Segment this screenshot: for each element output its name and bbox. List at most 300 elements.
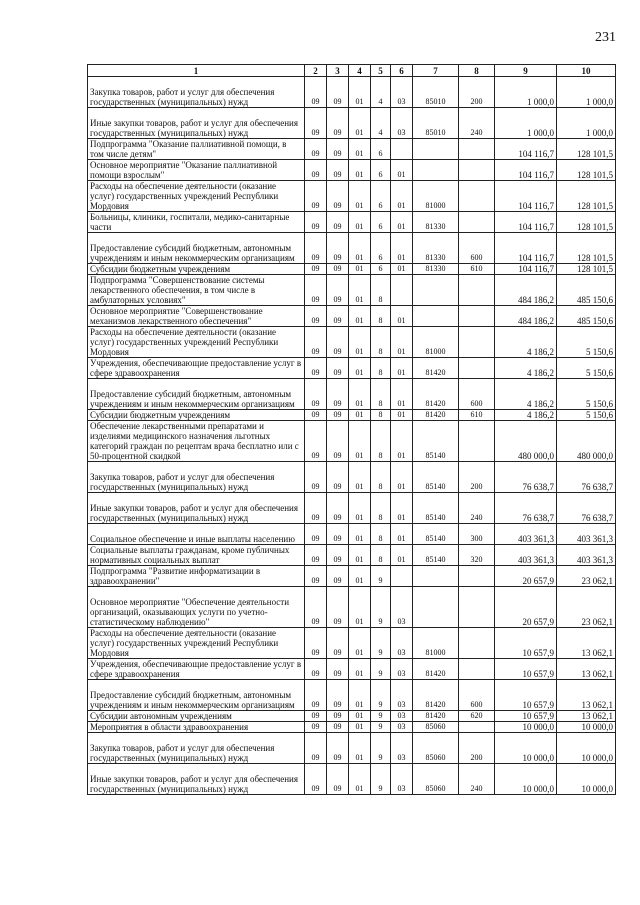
- section-code-cell: 09: [327, 711, 349, 722]
- amount-year2-cell: 13 062,1: [557, 711, 616, 722]
- activity-code-cell: 03: [391, 711, 413, 722]
- subsection-code-cell: 01: [349, 160, 371, 181]
- table-row: [88, 462, 616, 493]
- amount-year1-cell: 20 657,9: [495, 566, 557, 587]
- row-name-cell: Расходы на обеспечение деятельности (оказание услуг) государственных учреждений Республики Мордовия: [88, 628, 305, 659]
- section-code-cell: 09: [327, 358, 349, 379]
- subprogram-code-cell: 6: [371, 181, 391, 212]
- activity-code-cell: 01: [391, 358, 413, 379]
- amount-year1-cell: 403 361,3: [495, 545, 557, 566]
- program-code-cell: 09: [305, 327, 327, 358]
- row-name-cell: Предоставление субсидий бюджетным, автономным учреждениям и иным некоммерческим организациям: [88, 233, 305, 264]
- direction-code-cell: 81420: [413, 659, 459, 680]
- subprogram-code-cell: 8: [371, 493, 391, 524]
- direction-code-cell: [413, 566, 459, 587]
- program-code-cell: 09: [305, 421, 327, 462]
- amount-year1-cell: 10 657,9: [495, 711, 557, 722]
- expense-type-cell: 240: [459, 764, 495, 795]
- table-row: [88, 493, 616, 524]
- amount-year2-cell: 128 101,5: [557, 233, 616, 264]
- program-code-cell: 09: [305, 358, 327, 379]
- amount-year1-cell: 104 116,7: [495, 264, 557, 275]
- direction-code-cell: 85010: [413, 77, 459, 108]
- amount-year2-cell: 128 101,5: [557, 160, 616, 181]
- program-code-cell: 09: [305, 680, 327, 711]
- subprogram-code-cell: 6: [371, 160, 391, 181]
- expense-type-cell: 200: [459, 733, 495, 764]
- column-header-10: 10: [557, 65, 616, 77]
- amount-year2-cell: 128 101,5: [557, 139, 616, 160]
- section-code-cell: 09: [327, 421, 349, 462]
- expense-type-cell: 600: [459, 379, 495, 410]
- subprogram-code-cell: 6: [371, 212, 391, 233]
- direction-code-cell: 81000: [413, 327, 459, 358]
- table-row: [88, 566, 616, 587]
- row-name-cell: Мероприятия в области здравоохранения: [88, 722, 305, 733]
- subprogram-code-cell: 4: [371, 108, 391, 139]
- expense-type-cell: [459, 139, 495, 160]
- subsection-code-cell: 01: [349, 212, 371, 233]
- amount-year2-cell: 13 062,1: [557, 628, 616, 659]
- amount-year2-cell: 5 150,6: [557, 379, 616, 410]
- expense-type-cell: [459, 358, 495, 379]
- subprogram-code-cell: 8: [371, 275, 391, 306]
- program-code-cell: 09: [305, 462, 327, 493]
- table-row: [88, 275, 616, 306]
- subprogram-code-cell: 8: [371, 524, 391, 545]
- section-code-cell: 09: [327, 659, 349, 680]
- amount-year1-cell: 4 186,2: [495, 410, 557, 421]
- amount-year2-cell: 13 062,1: [557, 680, 616, 711]
- activity-code-cell: 01: [391, 264, 413, 275]
- subsection-code-cell: 01: [349, 108, 371, 139]
- subsection-code-cell: 01: [349, 421, 371, 462]
- table-row: [88, 410, 616, 421]
- direction-code-cell: 85060: [413, 722, 459, 733]
- row-name-cell: Основное мероприятие "Обеспечение деятельности организаций, оказывающих услуги по учетно-статистическому наблюдению": [88, 587, 305, 628]
- amount-year2-cell: 5 150,6: [557, 358, 616, 379]
- section-code-cell: 09: [327, 587, 349, 628]
- table-row: [88, 764, 616, 795]
- table-row: [88, 77, 616, 108]
- amount-year1-cell: 480 000,0: [495, 421, 557, 462]
- direction-code-cell: 81420: [413, 711, 459, 722]
- row-name-cell: Закупка товаров, работ и услуг для обеспечения государственных (муниципальных) нужд: [88, 733, 305, 764]
- column-header-2: 2: [305, 65, 327, 77]
- table-row: [88, 659, 616, 680]
- expense-type-cell: 300: [459, 524, 495, 545]
- direction-code-cell: [413, 587, 459, 628]
- expense-type-cell: 240: [459, 108, 495, 139]
- subsection-code-cell: 01: [349, 566, 371, 587]
- program-code-cell: 09: [305, 587, 327, 628]
- row-name-cell: Субсидии бюджетным учреждениям: [88, 410, 305, 421]
- direction-code-cell: 85140: [413, 545, 459, 566]
- section-code-cell: 09: [327, 493, 349, 524]
- amount-year2-cell: 10 000,0: [557, 722, 616, 733]
- subprogram-code-cell: 6: [371, 139, 391, 160]
- section-code-cell: 09: [327, 264, 349, 275]
- section-code-cell: 09: [327, 722, 349, 733]
- amount-year2-cell: 23 062,1: [557, 587, 616, 628]
- program-code-cell: 09: [305, 181, 327, 212]
- table-row: [88, 264, 616, 275]
- subprogram-code-cell: 9: [371, 733, 391, 764]
- direction-code-cell: 81000: [413, 628, 459, 659]
- table-row: [88, 233, 616, 264]
- amount-year2-cell: 5 150,6: [557, 410, 616, 421]
- amount-year2-cell: 10 000,0: [557, 733, 616, 764]
- row-name-cell: Больницы, клиники, госпитали, медико-санитарные части: [88, 212, 305, 233]
- program-code-cell: 09: [305, 628, 327, 659]
- expense-type-cell: 200: [459, 77, 495, 108]
- column-header-6: 6: [391, 65, 413, 77]
- subsection-code-cell: 01: [349, 275, 371, 306]
- program-code-cell: 09: [305, 733, 327, 764]
- row-name-cell: Предоставление субсидий бюджетным, автономным учреждениям и иным некоммерческим организациям: [88, 379, 305, 410]
- amount-year1-cell: 4 186,2: [495, 327, 557, 358]
- amount-year2-cell: 23 062,1: [557, 566, 616, 587]
- amount-year1-cell: 4 186,2: [495, 358, 557, 379]
- expense-type-cell: [459, 160, 495, 181]
- program-code-cell: 09: [305, 108, 327, 139]
- program-code-cell: 09: [305, 306, 327, 327]
- row-name-cell: Социальные выплаты гражданам, кроме публичных нормативных социальных выплат: [88, 545, 305, 566]
- table-row: [88, 379, 616, 410]
- subprogram-code-cell: 8: [371, 462, 391, 493]
- expense-type-cell: 610: [459, 410, 495, 421]
- row-name-cell: Закупка товаров, работ и услуг для обеспечения государственных (муниципальных) нужд: [88, 77, 305, 108]
- amount-year2-cell: 1 000,0: [557, 108, 616, 139]
- table-row: [88, 327, 616, 358]
- amount-year2-cell: 13 062,1: [557, 659, 616, 680]
- activity-code-cell: 01: [391, 379, 413, 410]
- table-row: [88, 722, 616, 733]
- table-row: [88, 421, 616, 462]
- amount-year2-cell: 76 638,7: [557, 493, 616, 524]
- subprogram-code-cell: 8: [371, 306, 391, 327]
- section-code-cell: 09: [327, 306, 349, 327]
- program-code-cell: 09: [305, 233, 327, 264]
- table-row: [88, 628, 616, 659]
- direction-code-cell: 81420: [413, 410, 459, 421]
- row-name-cell: Основное мероприятие "Совершенствование механизмов лекарственного обеспечения": [88, 306, 305, 327]
- subprogram-code-cell: 8: [371, 358, 391, 379]
- amount-year2-cell: 5 150,6: [557, 327, 616, 358]
- amount-year2-cell: 480 000,0: [557, 421, 616, 462]
- expense-type-cell: 600: [459, 680, 495, 711]
- subprogram-code-cell: 9: [371, 659, 391, 680]
- section-code-cell: 09: [327, 764, 349, 795]
- activity-code-cell: [391, 275, 413, 306]
- section-code-cell: 09: [327, 160, 349, 181]
- expense-type-cell: [459, 275, 495, 306]
- program-code-cell: 09: [305, 77, 327, 108]
- expense-type-cell: 240: [459, 493, 495, 524]
- activity-code-cell: 01: [391, 524, 413, 545]
- direction-code-cell: [413, 275, 459, 306]
- amount-year1-cell: 10 657,9: [495, 628, 557, 659]
- subprogram-code-cell: 9: [371, 764, 391, 795]
- subsection-code-cell: 01: [349, 181, 371, 212]
- row-name-cell: Социальное обеспечение и иные выплаты населению: [88, 524, 305, 545]
- amount-year1-cell: 10 657,9: [495, 659, 557, 680]
- subsection-code-cell: 01: [349, 410, 371, 421]
- subsection-code-cell: 01: [349, 379, 371, 410]
- program-code-cell: 09: [305, 275, 327, 306]
- direction-code-cell: 81330: [413, 212, 459, 233]
- expense-type-cell: [459, 587, 495, 628]
- row-name-cell: Учреждения, обеспечивающие предоставление услуг в сфере здравоохранения: [88, 358, 305, 379]
- table-row: [88, 108, 616, 139]
- amount-year1-cell: 10 000,0: [495, 733, 557, 764]
- expense-type-cell: [459, 628, 495, 659]
- expense-type-cell: [459, 566, 495, 587]
- program-code-cell: 09: [305, 566, 327, 587]
- row-name-cell: Расходы на обеспечение деятельности (оказание услуг) государственных учреждений Республики Мордовия: [88, 327, 305, 358]
- section-code-cell: 09: [327, 462, 349, 493]
- subprogram-code-cell: 4: [371, 77, 391, 108]
- row-name-cell: Закупка товаров, работ и услуг для обеспечения государственных (муниципальных) нужд: [88, 462, 305, 493]
- activity-code-cell: 03: [391, 77, 413, 108]
- column-header-1: 1: [88, 65, 305, 77]
- program-code-cell: 09: [305, 722, 327, 733]
- subsection-code-cell: 01: [349, 711, 371, 722]
- section-code-cell: 09: [327, 139, 349, 160]
- amount-year2-cell: 76 638,7: [557, 462, 616, 493]
- activity-code-cell: 03: [391, 764, 413, 795]
- activity-code-cell: 03: [391, 722, 413, 733]
- subsection-code-cell: 01: [349, 659, 371, 680]
- row-name-cell: Учреждения, обеспечивающие предоставление услуг в сфере здравоохранения: [88, 659, 305, 680]
- subprogram-code-cell: 8: [371, 410, 391, 421]
- subsection-code-cell: 01: [349, 358, 371, 379]
- activity-code-cell: [391, 139, 413, 160]
- table-row: [88, 181, 616, 212]
- table-row: [88, 680, 616, 711]
- program-code-cell: 09: [305, 524, 327, 545]
- table-row: [88, 358, 616, 379]
- subsection-code-cell: 01: [349, 493, 371, 524]
- row-name-cell: Обеспечение лекарственными препаратами и изделиями медицинского назначения льготных категорий граждан по рецептам врача бесплатно или с 50-процентной скидкой: [88, 421, 305, 462]
- subprogram-code-cell: 8: [371, 421, 391, 462]
- section-code-cell: 09: [327, 733, 349, 764]
- column-header-4: 4: [349, 65, 371, 77]
- subprogram-code-cell: 9: [371, 711, 391, 722]
- section-code-cell: 09: [327, 566, 349, 587]
- program-code-cell: 09: [305, 764, 327, 795]
- direction-code-cell: [413, 160, 459, 181]
- amount-year1-cell: 1 000,0: [495, 108, 557, 139]
- direction-code-cell: 85140: [413, 421, 459, 462]
- section-code-cell: 09: [327, 379, 349, 410]
- table-row: [88, 212, 616, 233]
- expense-type-cell: [459, 306, 495, 327]
- program-code-cell: 09: [305, 659, 327, 680]
- expense-type-cell: 620: [459, 711, 495, 722]
- subsection-code-cell: 01: [349, 545, 371, 566]
- expense-type-cell: 200: [459, 462, 495, 493]
- activity-code-cell: 01: [391, 306, 413, 327]
- amount-year2-cell: 485 150,6: [557, 306, 616, 327]
- amount-year1-cell: 104 116,7: [495, 233, 557, 264]
- row-name-cell: Иные закупки товаров, работ и услуг для обеспечения государственных (муниципальных) нужд: [88, 108, 305, 139]
- direction-code-cell: 81420: [413, 680, 459, 711]
- row-name-cell: Субсидии автономным учреждениям: [88, 711, 305, 722]
- section-code-cell: 09: [327, 680, 349, 711]
- direction-code-cell: 81420: [413, 358, 459, 379]
- program-code-cell: 09: [305, 160, 327, 181]
- subprogram-code-cell: 6: [371, 264, 391, 275]
- activity-code-cell: 03: [391, 628, 413, 659]
- subprogram-code-cell: 9: [371, 587, 391, 628]
- direction-code-cell: 81330: [413, 233, 459, 264]
- row-name-cell: Подпрограмма "Оказание паллиативной помощи, в том числе детям": [88, 139, 305, 160]
- section-code-cell: 09: [327, 327, 349, 358]
- activity-code-cell: [391, 566, 413, 587]
- program-code-cell: 09: [305, 711, 327, 722]
- activity-code-cell: 01: [391, 160, 413, 181]
- activity-code-cell: 01: [391, 410, 413, 421]
- table-row: [88, 160, 616, 181]
- amount-year1-cell: 403 361,3: [495, 524, 557, 545]
- activity-code-cell: 01: [391, 181, 413, 212]
- subsection-code-cell: 01: [349, 264, 371, 275]
- activity-code-cell: 03: [391, 680, 413, 711]
- amount-year1-cell: 76 638,7: [495, 462, 557, 493]
- program-code-cell: 09: [305, 379, 327, 410]
- amount-year1-cell: 104 116,7: [495, 160, 557, 181]
- amount-year1-cell: 10 000,0: [495, 764, 557, 795]
- program-code-cell: 09: [305, 212, 327, 233]
- direction-code-cell: 85060: [413, 764, 459, 795]
- amount-year2-cell: 403 361,3: [557, 524, 616, 545]
- direction-code-cell: 81000: [413, 181, 459, 212]
- direction-code-cell: 85140: [413, 462, 459, 493]
- direction-code-cell: 81330: [413, 264, 459, 275]
- subprogram-code-cell: 9: [371, 566, 391, 587]
- subsection-code-cell: 01: [349, 722, 371, 733]
- subsection-code-cell: 01: [349, 139, 371, 160]
- amount-year1-cell: 10 000,0: [495, 722, 557, 733]
- amount-year1-cell: 104 116,7: [495, 212, 557, 233]
- subsection-code-cell: 01: [349, 733, 371, 764]
- table-row: [88, 587, 616, 628]
- subsection-code-cell: 01: [349, 628, 371, 659]
- subsection-code-cell: 01: [349, 327, 371, 358]
- amount-year1-cell: 4 186,2: [495, 379, 557, 410]
- amount-year2-cell: 403 361,3: [557, 545, 616, 566]
- table-row: [88, 711, 616, 722]
- subprogram-code-cell: 9: [371, 722, 391, 733]
- program-code-cell: 09: [305, 410, 327, 421]
- section-code-cell: 09: [327, 545, 349, 566]
- table-row: [88, 545, 616, 566]
- subprogram-code-cell: 9: [371, 680, 391, 711]
- activity-code-cell: 03: [391, 108, 413, 139]
- section-code-cell: 09: [327, 275, 349, 306]
- direction-code-cell: 85010: [413, 108, 459, 139]
- subsection-code-cell: 01: [349, 462, 371, 493]
- row-name-cell: Подпрограмма "Совершенствование системы лекарственного обеспечения, в том числе в амбулаторных условиях": [88, 275, 305, 306]
- column-header-8: 8: [459, 65, 495, 77]
- amount-year2-cell: 1 000,0: [557, 77, 616, 108]
- program-code-cell: 09: [305, 545, 327, 566]
- amount-year2-cell: 485 150,6: [557, 275, 616, 306]
- expense-type-cell: [459, 659, 495, 680]
- subprogram-code-cell: 6: [371, 233, 391, 264]
- page-number: 231: [595, 30, 616, 45]
- amount-year1-cell: 484 186,2: [495, 275, 557, 306]
- section-code-cell: 09: [327, 77, 349, 108]
- table-row: [88, 524, 616, 545]
- program-code-cell: 09: [305, 264, 327, 275]
- expense-type-cell: 610: [459, 264, 495, 275]
- table-body: [88, 77, 616, 795]
- section-code-cell: 09: [327, 524, 349, 545]
- activity-code-cell: 03: [391, 659, 413, 680]
- amount-year1-cell: 20 657,9: [495, 587, 557, 628]
- expense-type-cell: 600: [459, 233, 495, 264]
- row-name-cell: Иные закупки товаров, работ и услуг для обеспечения государственных (муниципальных) нужд: [88, 493, 305, 524]
- column-header-7: 7: [413, 65, 459, 77]
- amount-year2-cell: 128 101,5: [557, 181, 616, 212]
- direction-code-cell: 81420: [413, 379, 459, 410]
- expense-type-cell: [459, 327, 495, 358]
- direction-code-cell: [413, 306, 459, 327]
- subsection-code-cell: 01: [349, 524, 371, 545]
- direction-code-cell: 85140: [413, 524, 459, 545]
- amount-year1-cell: 104 116,7: [495, 139, 557, 160]
- amount-year2-cell: 128 101,5: [557, 264, 616, 275]
- direction-code-cell: 85060: [413, 733, 459, 764]
- amount-year1-cell: 76 638,7: [495, 493, 557, 524]
- expense-type-cell: [459, 421, 495, 462]
- activity-code-cell: 01: [391, 545, 413, 566]
- direction-code-cell: 85140: [413, 493, 459, 524]
- activity-code-cell: 01: [391, 212, 413, 233]
- direction-code-cell: [413, 139, 459, 160]
- subsection-code-cell: 01: [349, 306, 371, 327]
- subprogram-code-cell: 9: [371, 628, 391, 659]
- header-row: [88, 65, 616, 77]
- amount-year1-cell: 1 000,0: [495, 77, 557, 108]
- section-code-cell: 09: [327, 108, 349, 139]
- activity-code-cell: 03: [391, 587, 413, 628]
- row-name-cell: Субсидии бюджетным учреждениям: [88, 264, 305, 275]
- row-name-cell: Расходы на обеспечение деятельности (оказание услуг) государственных учреждений Республики Мордовия: [88, 181, 305, 212]
- subsection-code-cell: 01: [349, 233, 371, 264]
- section-code-cell: 09: [327, 212, 349, 233]
- program-code-cell: 09: [305, 139, 327, 160]
- section-code-cell: 09: [327, 181, 349, 212]
- column-header-3: 3: [327, 65, 349, 77]
- expense-type-cell: [459, 181, 495, 212]
- subsection-code-cell: 01: [349, 764, 371, 795]
- column-header-9: 9: [495, 65, 557, 77]
- subsection-code-cell: 01: [349, 587, 371, 628]
- activity-code-cell: 01: [391, 493, 413, 524]
- subprogram-code-cell: 8: [371, 327, 391, 358]
- table-row: [88, 733, 616, 764]
- table-row: [88, 139, 616, 160]
- budget-table: [87, 64, 616, 795]
- expense-type-cell: [459, 722, 495, 733]
- subprogram-code-cell: 8: [371, 545, 391, 566]
- activity-code-cell: 03: [391, 733, 413, 764]
- amount-year2-cell: 128 101,5: [557, 212, 616, 233]
- amount-year2-cell: 10 000,0: [557, 764, 616, 795]
